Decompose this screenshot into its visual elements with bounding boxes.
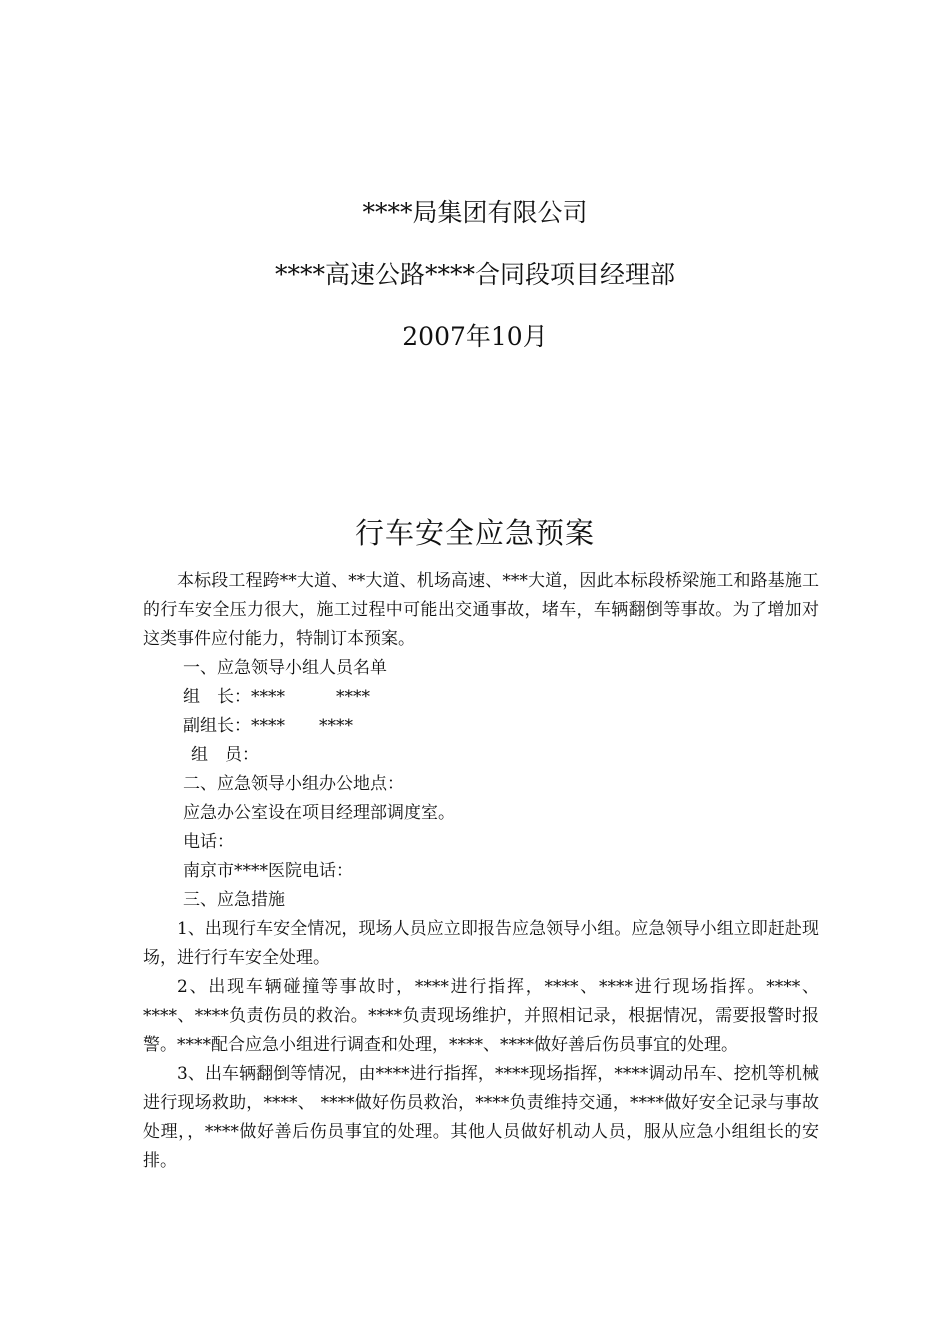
cover-date: 2007年10月 <box>402 322 548 351</box>
section-heading-leadership-list: 一、应急领导小组人员名单 <box>183 658 387 678</box>
document-title: 行车安全应急预案 <box>354 516 595 550</box>
hospital-phone-line: 南京市****医院电话： <box>183 861 353 881</box>
document-body <box>143 567 819 1176</box>
section-heading-office-location: 二、应急领导小组办公地点： <box>183 774 404 794</box>
measure-paragraph-2: 2、出现车辆碰撞等事故时，****进行指挥，****、****进行现场指挥。****、 ****、****负责伤员的救治。****负责现场维护，并照相记录，根据情况，需要报警时报警。****配合应急小组进行调查和处理，****、****做好善后伤员事宜的处理。 <box>143 977 819 1055</box>
cover-company-name: ****局集团有限公司 <box>362 198 588 227</box>
section-heading-emergency-measures: 三、应急措施 <box>183 890 285 910</box>
cover-department: ****高速公路****合同段项目经理部 <box>274 260 675 289</box>
team-leader-line: 组 长：**** **** <box>183 687 370 707</box>
team-member-line: 组 员： <box>191 745 259 765</box>
measure-paragraph-1: 1、出现行车安全情况，现场人员应立即报告应急领导小组。应急领导小组立即赶赴现场，进行行车安全处理。 <box>143 919 819 968</box>
office-location-text: 应急办公室设在项目经理部调度室。 <box>183 803 455 823</box>
deputy-leader-line: 副组长：**** **** <box>183 716 353 736</box>
measure-paragraph-3: 3、出车辆翻倒等情况，由****进行指挥，****现场指挥，****调动吊车、挖机等机械进行现场救助，****、 ****做好伤员救治，****负责维持交通，****做好安全记录与事故处理，，****做好善后伤员事宜的处理。其他人员做好机动人员，服从应急小组组长的安排。 <box>143 1064 819 1171</box>
intro-paragraph: 本标段工程跨**大道、**大道、机场高速、***大道，因此本标段桥梁施工和路基施工的行车安全压力很大，施工过程中可能出交通事故，堵车，车辆翻倒等事故。为了增加对这类事件应付能力，特制订本预案。 <box>143 571 819 649</box>
phone-line: 电话： <box>183 832 234 852</box>
